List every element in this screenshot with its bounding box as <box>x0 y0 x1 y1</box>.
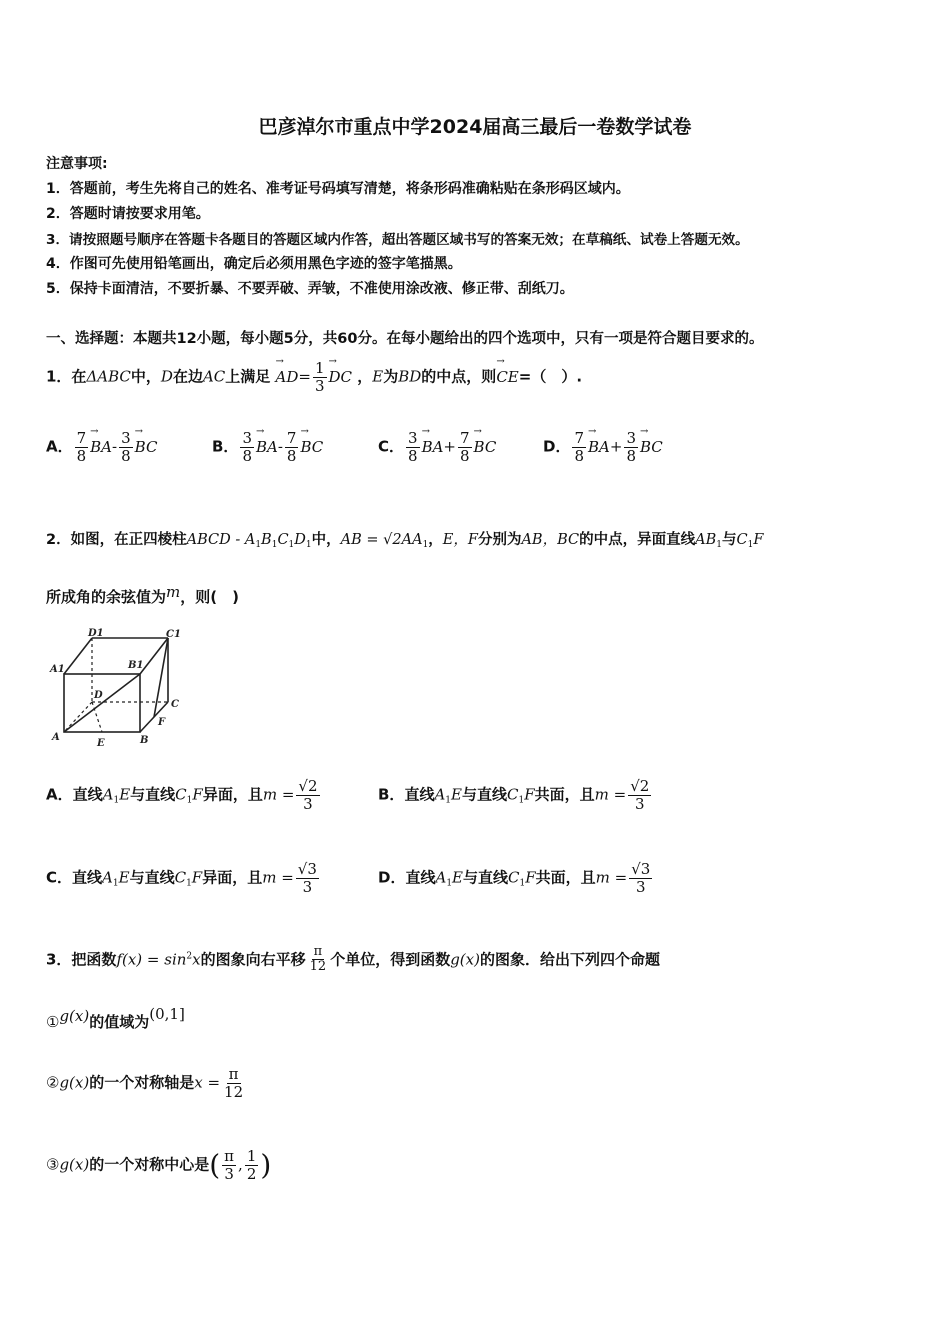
note-item-1: 1．答题前，考生先将自己的姓名、准考证号码填写清楚，将条形码准确粘贴在条形码区域内。 <box>46 181 630 197</box>
q2-option-c[interactable]: C．直线$A_1E$与直线$C_1F$异面，且m = $\frac{√3}{3}$ <box>46 860 317 896</box>
note-item-3: 3．请按照题号顺序在答题卡各题目的答题区域内作答，超出答题区域书写的答案无效；在草稿纸、试卷上答题无效。 <box>46 232 749 248</box>
prism-solid-edges <box>64 638 168 732</box>
q1-option-d[interactable]: D． $\frac{7}{8}$ → BA+ $\frac{3}{8}$ → BC <box>543 430 663 464</box>
q2-option-b[interactable]: B．直线$A_1E$与直线$C_1F$共面，且m = $\frac{√2}{3}$ <box>378 777 650 813</box>
q2-option-a[interactable]: A．直线$A_1E$与直线$C_1F$异面，且m = $\frac{√2}{3}$ <box>46 777 318 813</box>
question-1: 1．在ΔABC中，D在边AC上满足 → AD= $\frac{1}{3}$ → DC ，E为BD的中点，则→ CE=（ ）. <box>46 360 582 394</box>
label-d1: D1 <box>88 628 104 639</box>
label-b: B <box>140 735 149 746</box>
note-item-4: 4．作图可先使用铅笔画出，确定后必须用黑色字迹的签字笔描黑。 <box>46 256 462 272</box>
label-e: E <box>97 738 105 749</box>
label-d: D <box>94 690 103 701</box>
question-2-line-2: 所成角的余弦值为m，则( ) <box>46 583 239 606</box>
q1-option-a[interactable]: A． $\frac{7}{8}$ → BA- $\frac{3}{8}$ → BC <box>46 430 157 464</box>
label-a: A <box>52 732 60 743</box>
note-item-2: 2．答题时请按要求用笔。 <box>46 206 210 222</box>
note-item-5: 5．保持卡面清洁，不要折暴、不要弄破、弄皱，不准使用涂改液、修正带、刮纸刀。 <box>46 281 574 297</box>
q1-option-b[interactable]: B． $\frac{3}{8}$ → BA- $\frac{7}{8}$ → BC <box>212 430 323 464</box>
proposition-1: ①g(x)的值域为(0,1] <box>46 1005 185 1031</box>
edge-da <box>64 702 92 732</box>
notes-heading: 注意事项: <box>46 156 108 172</box>
exam-title: 巴彦淖尔市重点中学2024届高三最后一卷数学试卷 <box>258 116 692 138</box>
proposition-2: ②g(x)的一个对称轴是x = $\frac{\pi}{12}$ <box>46 1065 244 1101</box>
q2-option-d[interactable]: D．直线$A_1E$与直线$C_1F$共面，且m = $\frac{√3}{3}$ <box>378 860 651 896</box>
segment-ab1 <box>64 674 140 732</box>
section-heading: 一、选择题：本题共12小题，每小题5分，共60分。在每小题给出的四个选项中，只有一项是符合题目要求的。 <box>46 331 764 347</box>
label-b1: B1 <box>128 660 144 671</box>
label-c1: C1 <box>166 629 181 640</box>
label-a1: A1 <box>50 664 65 675</box>
fraction-one-third: $\frac{1}{3}$ <box>314 359 325 395</box>
edge-c1b1 <box>140 638 168 674</box>
question-2: 2．如图，在正四棱柱ABCD - $A_1B_1C_1D_1$中，AB = $√2AA_1$，E，F分别为AB，BC的中点，异面直线$AB_1$与$C_1F$ <box>46 532 764 550</box>
question-3: 3．把函数$f(x) = \sin^2x$的图象向右平移 $\frac{\pi}{12}$ 个单位，得到函数g(x)的图象．给出下列四个命题 <box>46 944 660 975</box>
prism-figure <box>44 626 194 752</box>
edge-a1d1 <box>64 638 92 674</box>
q1-option-c[interactable]: C． $\frac{3}{8}$ → BA+ $\frac{7}{8}$ → BC <box>378 430 496 464</box>
label-c: C <box>171 699 179 710</box>
label-f: F <box>158 717 166 728</box>
proposition-3: ③g(x)的一个对称中心是( $\frac{\pi}{3}$ , $\frac{1}{2}$ ) <box>46 1147 272 1183</box>
